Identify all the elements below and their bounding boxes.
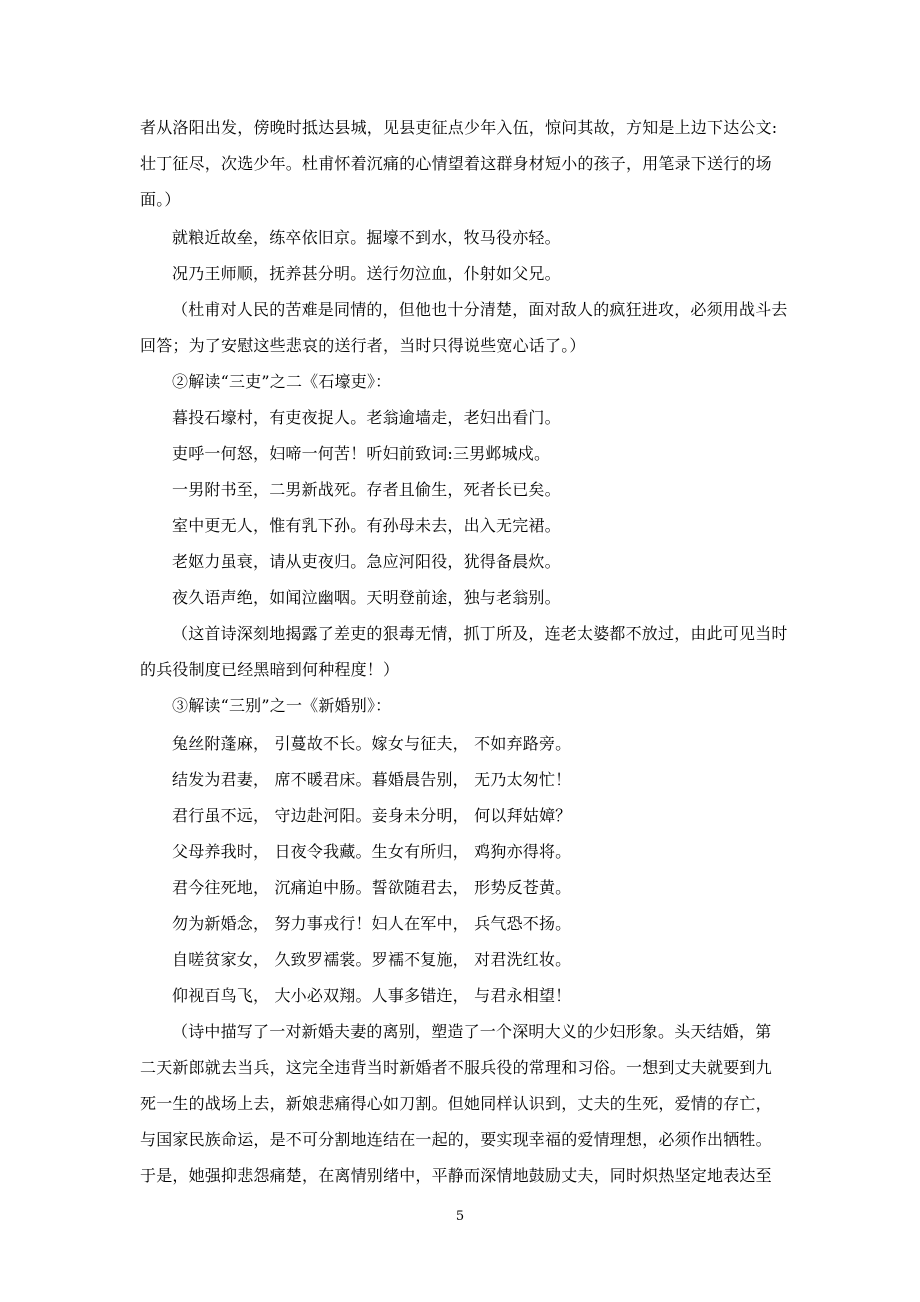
commentary-line: （杜甫对人民的苦难是同情的，但他也十分清楚，面对敌人的疯狂进攻，必须用战斗去 (172, 300, 788, 319)
poem-line: 一男附书至，二男新战死。存者且偷生，死者长已矣。 (172, 480, 561, 499)
section-heading: ③解读“三别”之一《新婚别》： (172, 696, 392, 715)
text-line-2: 壮丁征尽，次选少年。杜甫怀着沉痛的心情望着这群身材短小的孩子，用笔录下送行的场 (140, 154, 772, 173)
poem-line: 自嗟贫家女， 久致罗襦裳。罗襦不复施， 对君洗红妆。 (172, 950, 572, 969)
poem-line: 君今往死地， 沉痛迫中肠。誓欲随君去， 形势反苍黄。 (172, 878, 572, 897)
poem-line: 室中更无人，惟有乳下孙。有孙母未去，出入无完裙。 (172, 516, 561, 535)
commentary-line: 于是，她强抑悲怨痛楚，在离情别绪中，平静而深情地鼓励丈夫，同时炽热坚定地表达至 (140, 1166, 772, 1185)
text-line-3: 面。） (140, 190, 181, 209)
poem-line: 兔丝附蓬麻， 引蔓故不长。嫁女与征夫， 不如弃路旁。 (172, 734, 572, 753)
commentary-line: （这首诗深刻地揭露了差吏的狠毒无情，抓丁所及，连老太婆都不放过，由此可见当时 (172, 624, 788, 643)
poem-line: 就粮近故垒，练卒依旧京。掘壕不到水，牧马役亦轻。 (172, 228, 561, 247)
commentary-line: 与国家民族命运，是不可分割地连结在一起的，要实现幸福的爱情理想，必须作出牺牲。 (140, 1130, 772, 1149)
poem-line: 吏呼一何怒，妇啼一何苦！听妇前致词:三男邺城戍。 (172, 444, 551, 463)
commentary-line: 二天新郎就去当兵，这完全违背当时新婚者不服兵役的常理和习俗。一想到丈夫就要到九 (140, 1058, 772, 1077)
page-number: 5 (455, 1209, 465, 1224)
poem-line: 夜久语声绝，如闻泣幽咽。天明登前途，独与老翁别。 (172, 588, 561, 607)
poem-line: 勿为新婚念， 努力事戎行！妇人在军中， 兵气恐不扬。 (172, 914, 572, 933)
poem-line: 况乃王师顺，抚养甚分明。送行勿泣血，仆射如父兄。 (172, 264, 561, 283)
commentary-line: 的兵役制度已经黑暗到何种程度！） (140, 660, 400, 679)
text-line-1: 者从洛阳出发，傍晚时抵达县城，见县吏征点少年入伍，惊问其故，方知是上边下达公文: (140, 118, 778, 137)
poem-line: 老妪力虽衰，请从吏夜归。急应河阳役，犹得备晨炊。 (172, 552, 561, 571)
poem-line: 暮投石壕村，有吏夜捉人。老翁逾墙走，老妇出看门。 (172, 408, 561, 427)
poem-line: 结发为君妻， 席不暖君床。暮婚晨告别， 无乃太匆忙！ (172, 770, 572, 789)
commentary-line: （诗中描写了一对新婚夫妻的离别，塑造了一个深明大义的少妇形象。头天结婚，第 (172, 1022, 772, 1041)
poem-line: 父母养我时， 日夜令我藏。生女有所归， 鸡狗亦得将。 (172, 842, 572, 861)
poem-line: 君行虽不远， 守边赴河阳。妾身未分明， 何以拜姑嫜？ (172, 806, 572, 825)
commentary-line: 回答；为了安慰这些悲哀的送行者，当时只得说些宽心话了。） (140, 336, 586, 355)
section-heading: ②解读“三吏”之二《石壕吏》： (172, 372, 392, 391)
commentary-line: 死一生的战场上去，新娘悲痛得心如刀割。但她同样认识到，丈夫的生死，爱情的存亡， (140, 1094, 772, 1113)
poem-line: 仰视百鸟飞， 大小必双翔。人事多错迕， 与君永相望！ (172, 986, 572, 1005)
